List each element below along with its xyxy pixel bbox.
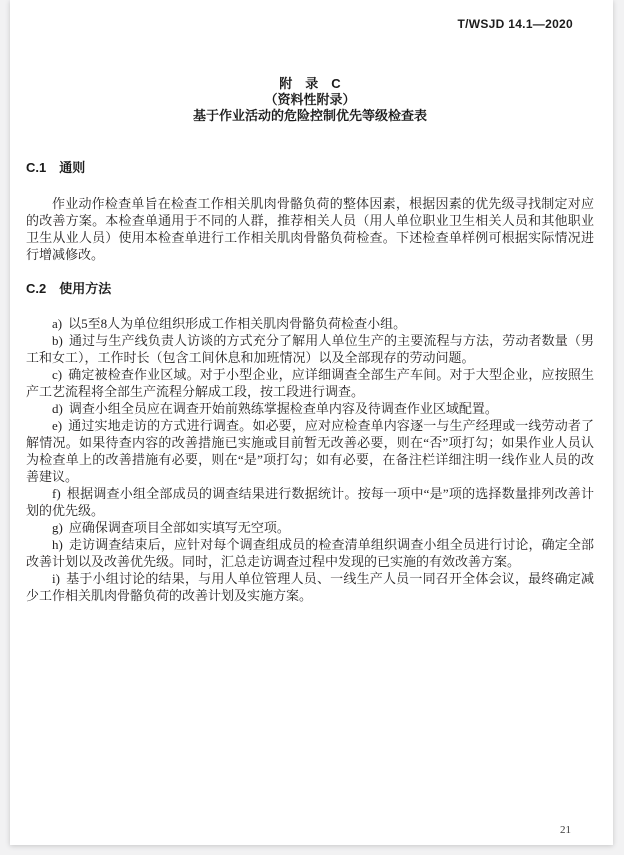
list-item-text: 以5至8人为单位组织形成工作相关肌肉骨骼负荷检查小组。 <box>68 316 407 331</box>
appendix-title-line2: （资料性附录） <box>264 92 356 107</box>
list-item-label: b) <box>52 333 63 348</box>
list-item-label: d) <box>52 401 63 416</box>
list-item-label: h) <box>52 537 63 552</box>
section-c1-paragraph: 作业动作检查单旨在检查工作相关肌肉骨骼负荷的整体因素，根据因素的优先级寻找制定对应的改善方案。本检查单通用于不同的人群，推荐相关人员（用人单位职业卫生相关人员和其他职业卫生从业人员）使用本检查单进行工作相关肌肉骨骼负荷检查。下述检查单样例可根据实际情况进行增减修改。 <box>26 196 594 262</box>
list-item-label: g) <box>52 520 63 535</box>
list-item-label: f) <box>52 486 61 501</box>
appendix-title-line3: 基于作业活动的危险控制优先等级检查表 <box>192 108 427 123</box>
list-item <box>26 315 594 332</box>
doc-reference-number: T/WSJD 14.1—2020 <box>457 17 573 31</box>
list-item-text: 通过与生产线负责人访谈的方式充分了解用人单位生产的主要流程与方法，劳动者数量（男工和女工），工作时长（包含工间休息和加班情况）以及全部现存的劳动问题。 <box>26 333 594 365</box>
list-item-text: 基于小组讨论的结果，与用人单位管理人员、一线生产人员一同召开全体会议，最终确定减少工作相关肌肉骨骼负荷的改善计划及实施方案。 <box>26 571 594 603</box>
list-item-text: 确定被检查作业区域。对于小型企业，应详细调查全部生产车间。对于大型企业，应按照生产工艺流程将全部生产流程分解成工段，按工段进行调查。 <box>26 367 594 399</box>
list-item-label: a) <box>52 316 63 331</box>
list-item-label: e) <box>52 418 63 433</box>
list-item-text: 应确保调查项目全部如实填写无空项。 <box>68 520 290 535</box>
list-item <box>26 485 594 519</box>
list-item <box>26 366 594 400</box>
document-page <box>10 0 613 845</box>
list-item <box>26 417 594 485</box>
list-item-text: 通过实地走访的方式进行调查。如必要，应对应检查单内容逐一与生产经理或一线劳动者了解情况。如果待查内容的改善措施已实施或目前暂无改善必要，则在“否”项打勾；如果作业人员认为检查单上的改善措施有必要，则在“是”项打勾；如有必要，在备注栏详细注明一线作业人员的改善建议。 <box>26 418 594 484</box>
page-content <box>26 0 594 604</box>
list-item-text: 根据调查小组全部成员的调查结果进行数据统计。按每一项中“是”项的选择数量排列改善计划的优先级。 <box>26 486 594 518</box>
appendix-title <box>26 0 594 124</box>
section-c2-list <box>26 315 594 604</box>
section-c2-heading: C.2 使用方法 <box>26 281 112 296</box>
list-item <box>26 570 594 604</box>
list-item <box>26 519 594 536</box>
list-item-label: c) <box>52 367 63 382</box>
list-item <box>26 536 594 570</box>
list-item-text: 走访调查结束后，应针对每个调查组成员的检查清单组织调查小组全员进行讨论，确定全部改善计划以及改善优先级。同时，汇总走访调查过程中发现的已实施的有效改善方案。 <box>26 537 594 569</box>
list-item-label: i) <box>52 571 60 586</box>
list-item <box>26 332 594 366</box>
section-c1-heading: C.1 通则 <box>26 160 86 175</box>
page-number: 21 <box>560 824 571 836</box>
list-item-text: 调查小组全员应在调查开始前熟练掌握检查单内容及待调查作业区域配置。 <box>68 401 498 416</box>
appendix-title-line1: 附 录 C <box>279 76 341 91</box>
list-item <box>26 400 594 417</box>
